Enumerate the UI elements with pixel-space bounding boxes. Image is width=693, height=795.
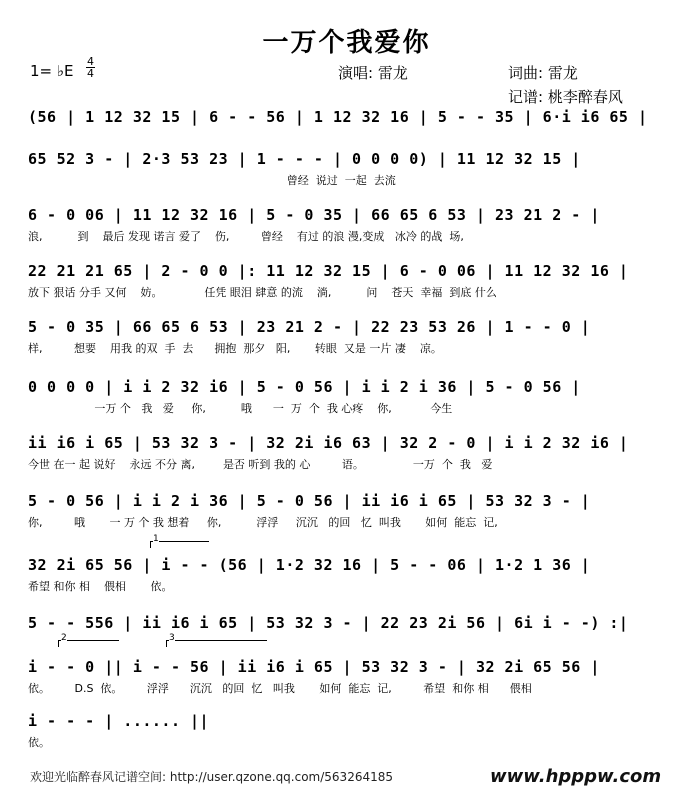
lyrics-line: 放下 狠话 分手 又何 妨。 任凭 眼泪 肆意 的流 淌, 问 苍天 幸福 到底 什么 [28, 286, 497, 299]
notation-line: 5 - - 556 | ii i6 i 65 | 53 32 3 - | 22 23 2i 56 | 6i i - -) :| [28, 614, 629, 632]
volta-label-2: 2 [61, 633, 67, 643]
notation-line: 0 0 0 0 | i i 2 32 i6 | 5 - 0 56 | i i 2 i 36 | 5 - 0 56 | [28, 378, 581, 396]
footer-text: 欢迎光临醉春风记谱空间: http://user.qzone.qq.com/563264185 [30, 770, 394, 784]
key-signature: 1= ♭E [30, 62, 74, 80]
lyrics-line: 你, 哦 一 万 个 我 想着 你, 浮浮 沉沉 的回 忆 叫我 如何 能忘 记, [28, 516, 498, 529]
lyrics-line: 浪, 到 最后 发现 诺言 爱了 伤, 曾经 有过 的浪 漫,变成 冰冷 的战 场, [28, 230, 464, 243]
notation-line: (56 | 1 12 32 15 | 6 - - 56 | 1 12 32 16 | 5 - - 35 | 6·i i6 65 | [28, 108, 648, 126]
time-signature-top: 4 [87, 55, 94, 68]
lyrics-line: 样, 想要 用我 的双 手 去 拥抱 那夕 阳, 转眼 又是 一片 凄 凉。 [28, 342, 442, 355]
notation-line: i - - - | ...... || [28, 712, 210, 730]
lyrics-line: 一万 个 我 爱 你, 哦 一 万 个 我 心疼 你, 今生 [28, 402, 453, 415]
transcriber-credit: 记谱: 桃李醉春风 [508, 88, 623, 106]
volta-label-3: 3 [169, 633, 175, 643]
singer-credit: 演唱: 雷龙 [338, 64, 408, 82]
lyrics-line: 曾经 说过 一起 去流 [28, 174, 396, 187]
volta-bracket-2 [58, 633, 119, 647]
song-title: 一万个我爱你 [262, 28, 431, 58]
notation-line: i - - 0 || i - - 56 | ii i6 i 65 | 53 32 3 - | 32 2i 65 56 | [28, 658, 600, 676]
notation-line: ii i6 i 65 | 53 32 3 - | 32 2i i6 63 | 32 2 - 0 | i i 2 32 i6 | [28, 434, 629, 452]
lyrics-line: 希望 和你 相 偎相 依。 [28, 580, 173, 593]
notation-line: 65 52 3 - | 2·3 53 23 | 1 - - - | 0 0 0 0) | 11 12 32 15 | [28, 150, 581, 168]
notation-line: 5 - 0 56 | i i 2 i 36 | 5 - 0 56 | ii i6 i 65 | 53 32 3 - | [28, 492, 591, 510]
lyrics-line: 今世 在一 起 说好 永远 不分 离, 是否 听到 我的 心 语。 一万 个 我 爱 [28, 458, 493, 471]
notation-line: 5 - 0 35 | 66 65 6 53 | 23 21 2 - | 22 23 53 26 | 1 - - 0 | [28, 318, 591, 336]
lyrics-line: 依。 [28, 736, 50, 749]
notation-line: 32 2i 65 56 | i - - (56 | 1·2 32 16 | 5 - - 06 | 1·2 1 36 | [28, 556, 591, 574]
notation-line: 22 21 21 65 | 2 - 0 0 |: 11 12 32 15 | 6 - 0 06 | 11 12 32 16 | [28, 262, 629, 280]
lyrics-line: 依。 D.S 依。 浮浮 沉沉 的回 忆 叫我 如何 能忘 记, 希望 和你 相 偎相 [28, 682, 532, 695]
time-signature-bottom: 4 [87, 67, 94, 80]
volta-label-1: 1 [153, 534, 159, 544]
footer-brand: www.hpppw.com [490, 766, 662, 787]
time-signature [86, 56, 95, 79]
volta-bracket-1 [150, 534, 209, 548]
volta-bracket-3 [166, 633, 267, 647]
notation-line: 6 - 0 06 | 11 12 32 16 | 5 - 0 35 | 66 65 6 53 | 23 21 2 - | [28, 206, 600, 224]
composer-credit: 词曲: 雷龙 [508, 64, 578, 82]
